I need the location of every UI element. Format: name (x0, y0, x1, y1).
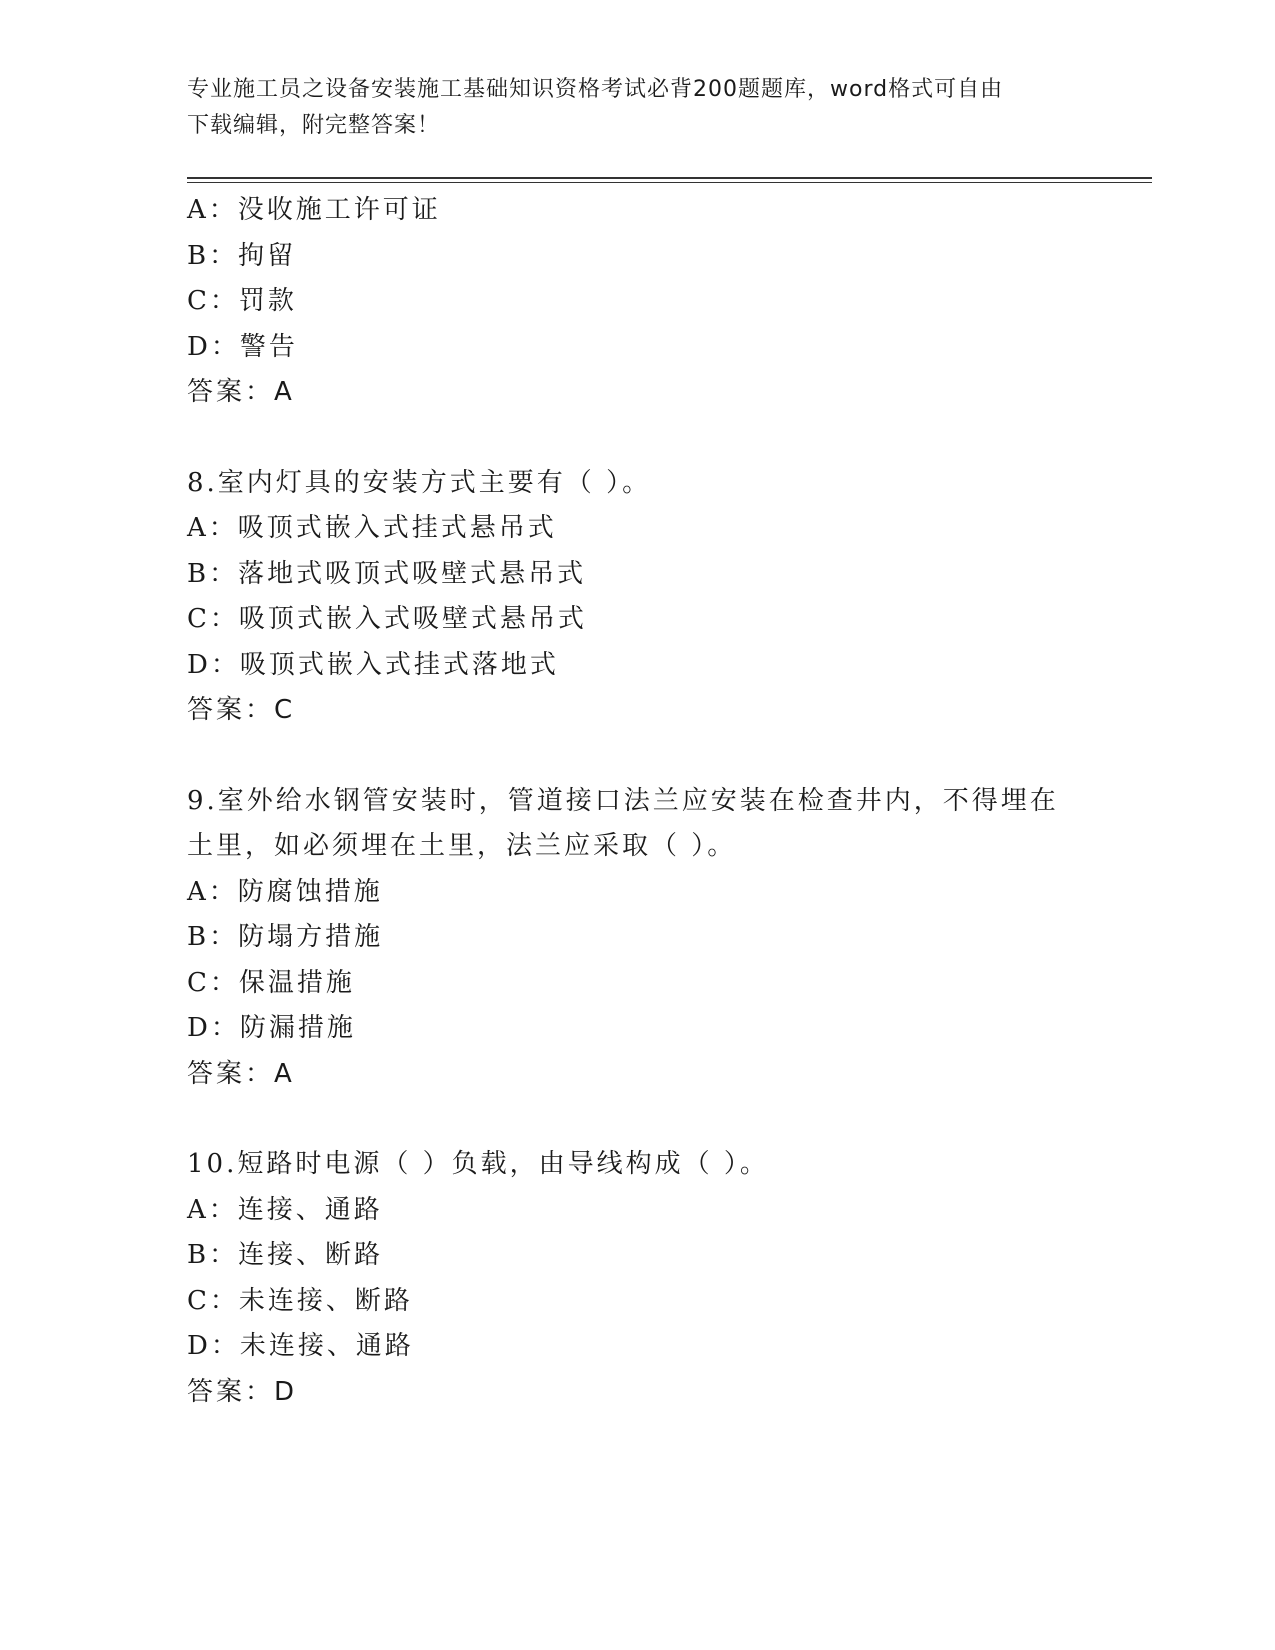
spacer (187, 416, 1087, 461)
option-b: B：拘留 (187, 240, 297, 271)
question-stem-line-2: 土里，如必须埋在土里，法兰应采取（ ）。 (187, 831, 737, 861)
option-d: D：防漏措施 (187, 1013, 356, 1043)
spacer (187, 1097, 1087, 1142)
question-8 (187, 461, 1087, 734)
answer: 答案：C (187, 695, 296, 725)
option-c: C：保温措施 (187, 967, 355, 998)
question-stem: 8.室内灯具的安装方式主要有（ ）。 (187, 467, 652, 498)
option-a: A：连接、通路 (187, 1194, 383, 1225)
option-d: D：吸顶式嵌入式挂式落地式 (187, 649, 559, 680)
option-a: A：没收施工许可证 (187, 195, 441, 225)
option-b: B：连接、断路 (187, 1240, 384, 1270)
option-d: D：警告 (187, 331, 298, 362)
question-7 (187, 188, 1087, 416)
document-header (187, 72, 1087, 144)
option-c: C：未连接、断路 (187, 1285, 413, 1316)
question-stem-line-1: 9.室外给水钢管安装时，管道接口法兰应安装在检查井内，不得埋在 (187, 785, 1059, 816)
answer: 答案：A (187, 1058, 295, 1089)
question-10 (187, 1142, 1087, 1415)
option-d: D：未连接、通路 (187, 1331, 414, 1361)
header-line-2: 下载编辑，附完整答案！ (187, 113, 441, 138)
answer: 答案：D (187, 1376, 298, 1407)
option-c: C：罚款 (187, 286, 297, 316)
header-divider-top (187, 177, 1152, 179)
question-9 (187, 779, 1087, 1098)
header-line-1: 专业施工员之设备安装施工基础知识资格考试必背200题题库，word格式可自由 (187, 77, 1004, 102)
header-divider-bottom (187, 182, 1152, 183)
question-stem: 10.短路时电源（ ）负载，由导线构成（ ）。 (187, 1149, 769, 1179)
question-list (187, 188, 1087, 1415)
option-a: A：吸顶式嵌入式挂式悬吊式 (187, 513, 557, 543)
option-b: B：防塌方措施 (187, 922, 384, 952)
option-b: B：落地式吸顶式吸壁式悬吊式 (187, 558, 587, 589)
answer: 答案：A (187, 377, 295, 407)
option-a: A：防腐蚀措施 (187, 876, 383, 907)
option-c: C：吸顶式嵌入式吸壁式悬吊式 (187, 604, 587, 634)
spacer (187, 734, 1087, 779)
